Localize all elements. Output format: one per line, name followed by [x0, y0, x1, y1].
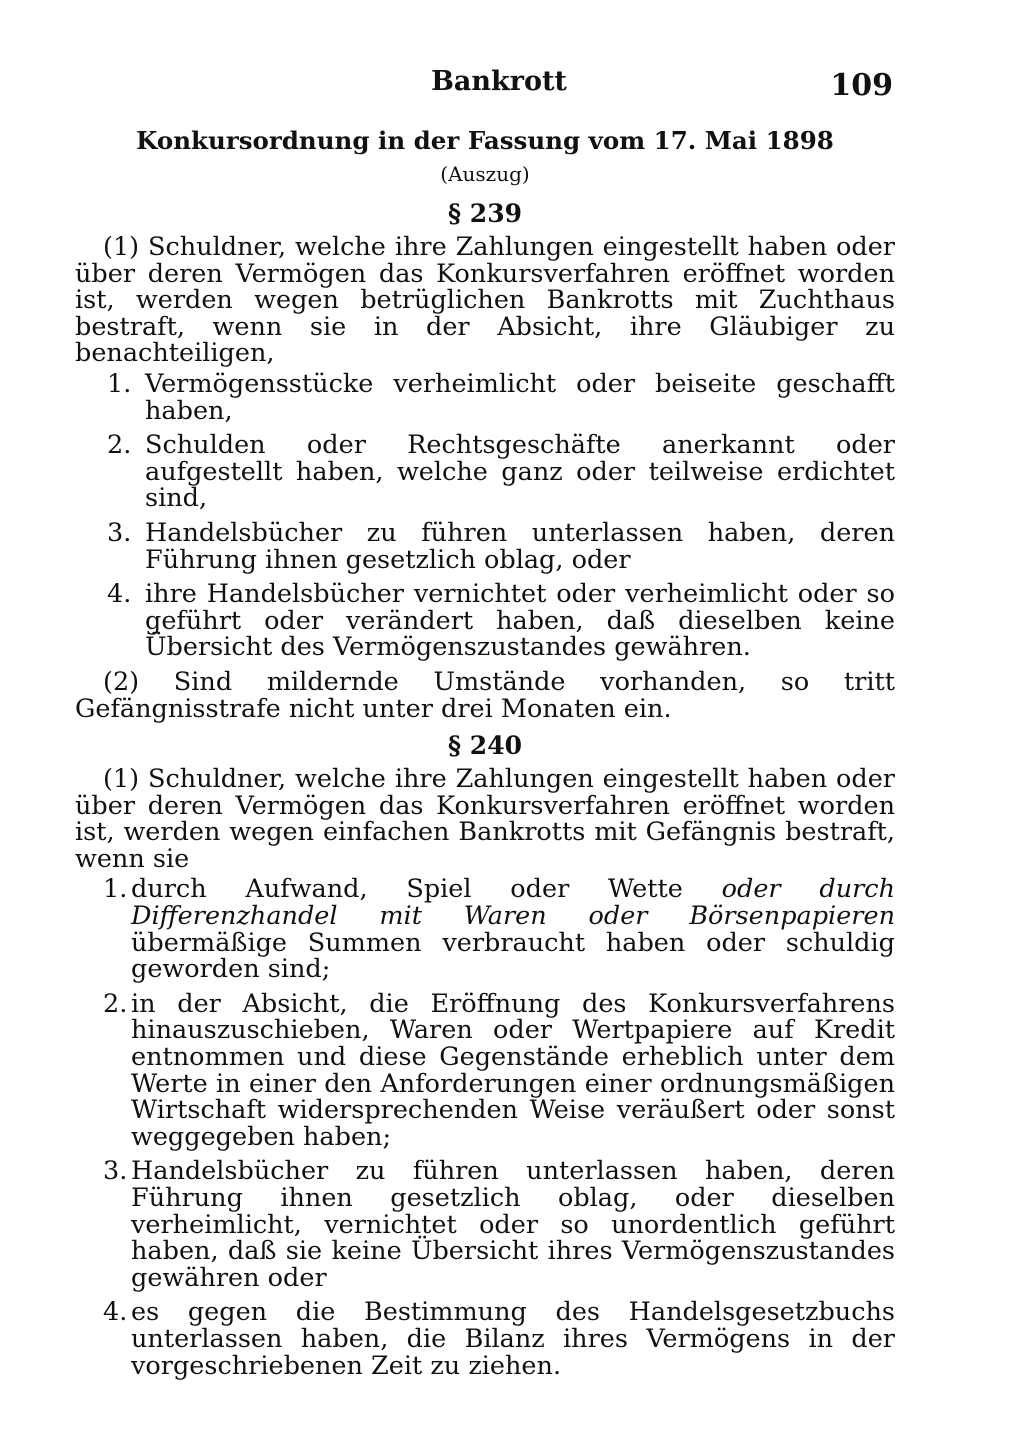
item-number: 4. — [107, 579, 132, 610]
list-item — [75, 1158, 895, 1291]
list-item — [75, 368, 895, 426]
item-text: übermäßige Summen verbraucht haben oder schuldig geworden sind; — [131, 927, 895, 985]
item-text: in der Absicht, die Eröffnung des Konkursverfahrens hinauszuschieben, Waren oder Wertpapiere auf Kredit entnommen und diese Gegenstände erheblich unter dem Werte in einer den Anforderungen einer ordnungsmäßigen Wirtschaft widersprechenden Weise veräußert oder sonst weggegeben haben; — [131, 988, 895, 1152]
document-subtitle: (Auszug) — [440, 162, 530, 186]
list-item — [75, 988, 895, 1152]
section-item-list — [75, 876, 895, 1379]
section-heading: § 240 — [448, 731, 522, 761]
item-text: Schulden oder Rechtsgeschäfte anerkannt oder aufgestellt haben, welche ganz oder teilweise erdichtet sind, — [145, 430, 895, 514]
item-number: 1. — [103, 874, 128, 905]
list-item — [75, 1299, 895, 1379]
item-number: 2. — [107, 430, 132, 461]
section-paragraph-2: (2) Sind mildernde Umstände vorhanden, so tritt Gefängnisstrafe nicht unter drei Monaten ein. — [75, 666, 895, 724]
page-number: 109 — [830, 68, 893, 103]
document-title: Konkursordnung in der Fassung vom 17. Mai 1898 — [136, 126, 834, 155]
list-item — [75, 432, 895, 512]
item-number: 3. — [103, 1156, 128, 1187]
section-item-list — [75, 368, 895, 663]
item-text: Handelsbücher zu führen unterlassen haben, deren Führung ihnen gesetzlich oblag, oder — [145, 517, 895, 575]
item-number: 1. — [107, 368, 132, 399]
section-239 — [75, 194, 895, 722]
item-number: 2. — [103, 988, 128, 1019]
item-text: Handelsbücher zu führen unterlassen haben, deren Führung ihnen gesetzlich oblag, oder dieselben verheimlicht, vernichtet oder so unordentlich geführt haben, daß sie keine Übersicht ihres Vermögenszustandes gewähren oder — [131, 1156, 895, 1293]
list-item — [75, 517, 895, 575]
item-text: durch Aufwand, Spiel oder Wette — [131, 874, 683, 905]
section-paragraph-1: (1) Schuldner, welche ihre Zahlungen eingestellt haben oder über deren Vermögen das Konkursverfahren eröffnet worden ist, werden wegen betrüglichen Bankrotts mit Zuchthaus bestraft, wenn sie in der Absicht, ihre Gläubiger zu benachteiligen, — [75, 232, 895, 369]
running-head — [75, 58, 895, 108]
section-240 — [75, 726, 895, 1379]
item-text-italic: oder durch Differenzhandel mit Waren oder Börsenpapieren — [131, 874, 896, 932]
running-head-title: Bankrott — [431, 66, 567, 97]
document-page — [75, 58, 895, 1387]
section-paragraph-1: (1) Schuldner, welche ihre Zahlungen eingestellt haben oder über deren Vermögen das Konkursverfahren eröffnet worden ist, werden wegen einfachen Bankrotts mit Gefängnis bestraft, wenn sie — [75, 764, 895, 874]
list-item — [75, 581, 895, 661]
item-number: 3. — [107, 517, 132, 548]
item-number: 4. — [103, 1297, 128, 1328]
list-item — [75, 874, 896, 985]
item-text: Vermögensstücke verheimlicht oder beiseite geschafft haben, — [145, 368, 895, 426]
section-heading: § 239 — [448, 199, 522, 228]
item-text: es gegen die Bestimmung des Handelsgesetzbuchs unterlassen haben, die Bilanz ihres Vermögens in der vorgeschriebenen Zeit zu ziehen. — [131, 1297, 895, 1381]
item-text: ihre Handelsbücher vernichtet oder verheimlicht oder so geführt oder verändert haben, daß dieselben keine Übersicht des Vermögenszustandes gewähren. — [145, 579, 895, 663]
